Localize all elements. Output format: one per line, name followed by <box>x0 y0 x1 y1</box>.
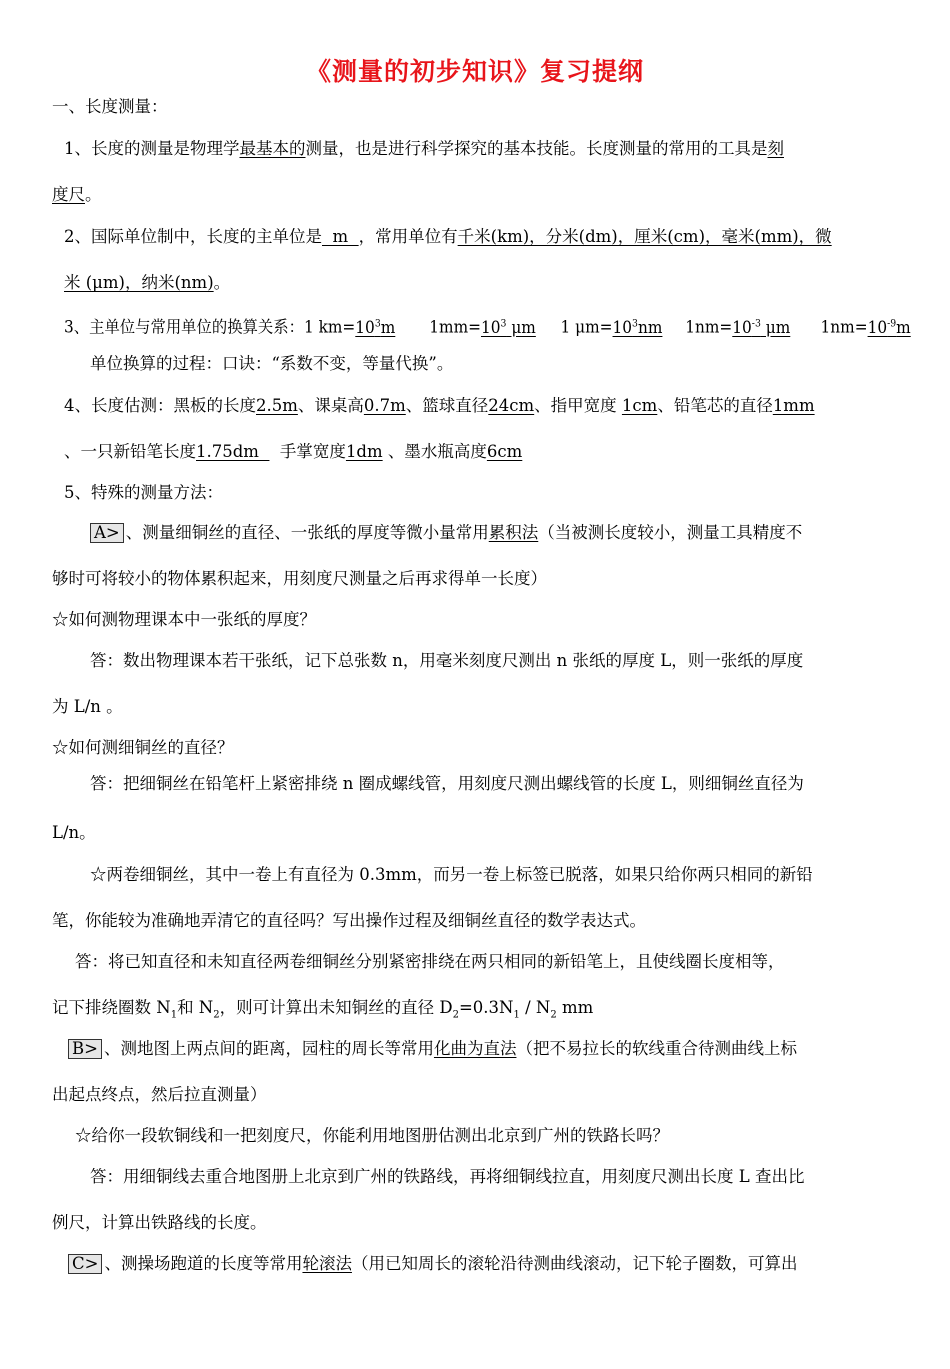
question-wire-diameter: ☆如何测细铜丝的直径？ <box>52 738 234 757</box>
item-2-line-1: 2、国际单位制中，长度的主单位是 m ，常用单位有千米(km)，分米(dm)，厘米(cm)，毫米(mm)，微 <box>64 227 832 246</box>
answer-railway-1: 答：用细铜线去重合地图册上北京到广州的铁路线，再将细铜线拉直，用刻度尺测出长度 L 查出比 <box>90 1167 805 1186</box>
item-4-line-1: 4、长度估测：黑板的长度2.5m、课桌高0.7m、篮球直径24cm、指甲宽度 1cm、铅笔芯的直径1mm <box>64 396 815 415</box>
method-b-line-2: 出起点终点，然后拉直测量） <box>52 1085 267 1104</box>
answer-paper-thickness-2: 为 L/n 。 <box>52 697 123 716</box>
question-two-wires-1: ☆两卷细铜丝，其中一卷上有直径为 0.3mm，而另一卷上标签已脱落，如果只给你两只相同的新铅 <box>90 865 813 884</box>
item-3-conversions: 3、主单位与常用单位的换算关系：1 $km=10^3m$ $1mm=10^3$ μm 1 $\mu m=10^3nm$ $1nm=10^{-3}$ μm $1nm=10^{-9}m$ <box>64 317 911 337</box>
method-a-line-2: 够时可将较小的物体累积起来，用刻度尺测量之后再求得单一长度） <box>52 569 547 588</box>
answer-wire-diameter-2: L/n。 <box>52 823 96 842</box>
item-5-heading: 5、特殊的测量方法： <box>64 483 223 502</box>
item-2-line-2: 米 (μm)，纳米(nm)。 <box>64 273 231 292</box>
question-two-wires-2: 笔，你能较为准确地弄清它的直径吗？写出操作过程及细铜丝直径的数学表达式。 <box>52 911 646 930</box>
answer-two-wires-1: 答：将已知直径和未知直径两卷细铜丝分别紧密排绕在两只相同的新铅笔上，且使线圈长度相等， <box>75 952 785 971</box>
answer-two-wires-2: 记下排绕圈数 $N_1$和 $N_2$，则可计算出未知铜丝的直径 $D_2=0.3N_1 / N_2$ mm <box>52 998 594 1021</box>
method-c-line-1: C> 、测操场跑道的长度等常用轮滚法（用已知周长的滚轮沿待测曲线滚动，记下轮子圈数，可算出 <box>68 1253 797 1275</box>
item-4-line-2: 、一只新铅笔长度1.75dm 手掌宽度1dm 、墨水瓶高度6cm <box>64 442 523 461</box>
page-title: 《测量的初步知识》复习提纲 <box>305 57 644 86</box>
item-1-line-2: 度尺。 <box>52 185 102 204</box>
question-paper-thickness: ☆如何测物理课本中一张纸的厚度？ <box>52 610 316 629</box>
method-a-label: A> <box>90 523 124 543</box>
item-3-rule: 单位换算的过程：口诀：“系数不变，等量代换”。 <box>90 354 454 373</box>
question-railway: ☆给你一段软铜线和一把刻度尺，你能利用地图册估测出北京到广州的铁路长吗？ <box>75 1126 669 1145</box>
method-b-line-1: B> 、测地图上两点间的距离，园柱的周长等常用化曲为直法（把不易拉长的软线重合待测曲线上标 <box>68 1038 797 1060</box>
answer-wire-diameter-1: 答：把细铜丝在铅笔杆上紧密排绕 n 圈成螺线管，用刻度尺测出螺线管的长度 L，则细铜丝直径为 <box>90 774 804 793</box>
section-heading-length: 一、长度测量： <box>52 97 168 116</box>
text: 1、长度的测量是物理学最基本的测量，也是进行科学探究的基本技能。长度测量的常用的工具是刻 <box>64 139 784 158</box>
method-b-label: B> <box>68 1039 102 1059</box>
answer-paper-thickness-1: 答：数出物理课本若干张纸，记下总张数 n，用毫米刻度尺测出 n 张纸的厚度 L，则一张纸的厚度 <box>90 651 804 670</box>
method-a-line-1: A> 、测量细铜丝的直径、一张纸的厚度等微小量常用累积法（当被测长度较小，测量工具精度不 <box>90 522 802 544</box>
answer-railway-2: 例尺，计算出铁路线的长度。 <box>52 1213 267 1232</box>
item-1-line-1 <box>64 138 904 160</box>
method-c-label: C> <box>68 1254 102 1274</box>
